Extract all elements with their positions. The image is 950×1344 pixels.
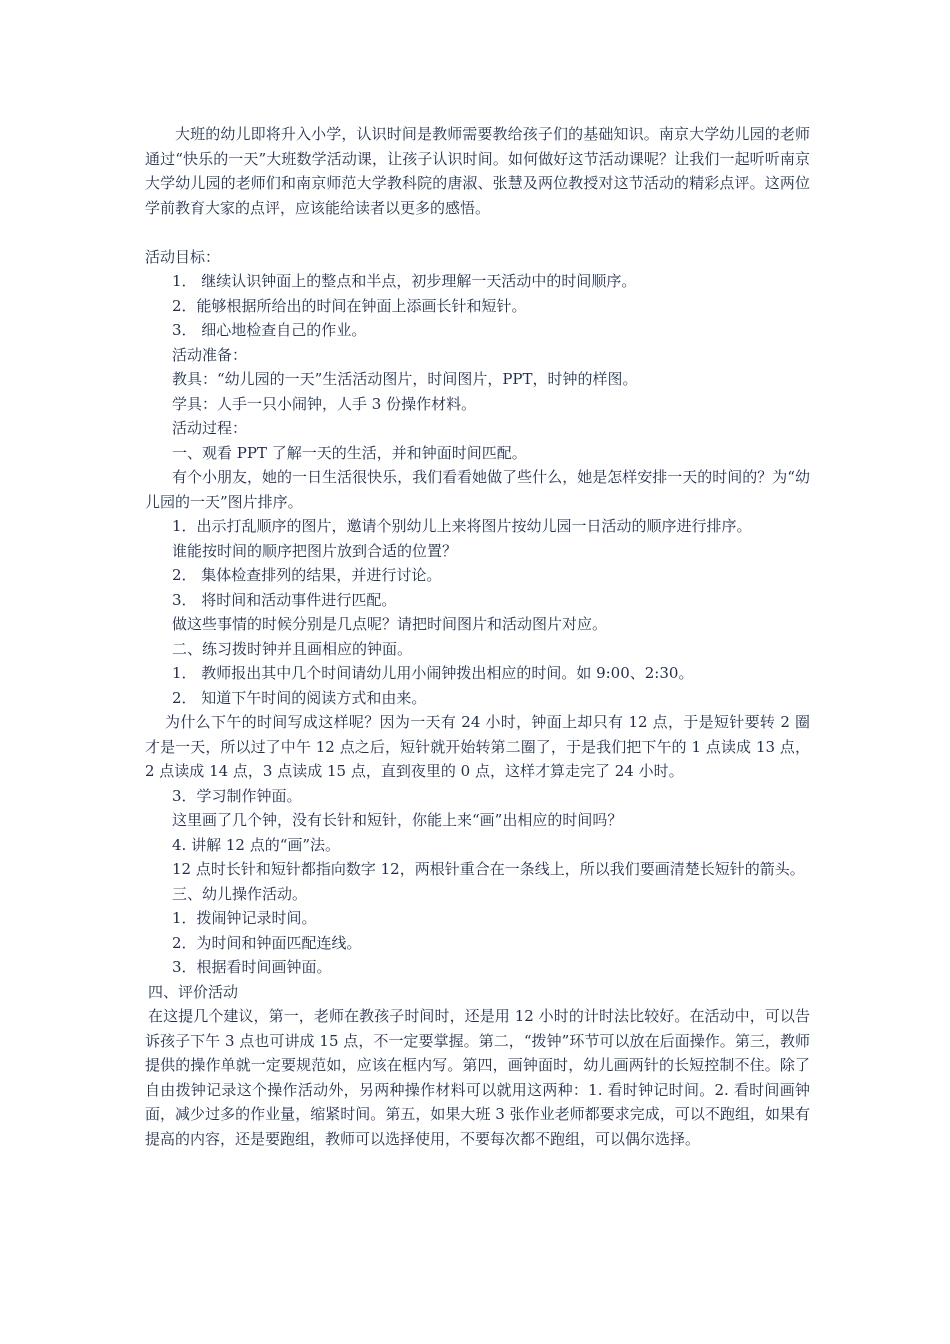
s1-item-3: 3． 将时间和活动事件进行匹配。 [172,590,397,609]
prep-heading: 活动准备： [172,345,248,364]
prep-student-materials: 学具：人手一只小闹钟，人手 3 份操作材料。 [172,394,477,413]
paragraph-spacer [145,220,810,245]
goal-item-1: 1． 继续认识钟面上的整点和半点，初步理解一天活动中的时间顺序。 [172,272,637,290]
evaluation-paragraph: 在这提几个建议，第一，老师在教孩子时间时，还是用 12 小时的计时法比较好。在活动中，可以告诉孩子下午 3 点也可讲成 15 点，不一定要掌握。第二，“拨钟”环节可以放在后面操作。第三，教师提供的操作单就一定要规范如，应该在框内写。第四，画钟面时，幼儿画两针的长短控制不住。除了自由拨钟记录这个操作活动外，另两种操作材料可以就用这两种：1. 看时钟记时间。2. 看时间画钟面，减少过多的作业量，缩紧时间。第五，如果大班 3 张作业老师都要求完成，可以不跑组，如果有提高的内容，还是要跑组，教师可以选择使用，不要每次都不跑组，可以偶尔选择。 [145,1007,810,1148]
s1-item-1-continued: 谁能按时间的顺序把图片放到合适的位置？ [172,541,458,560]
s2-explanation: 为什么下午的时间写成这样呢？因为一天有 24 小时，钟面上却只有 12 点，于是短针要转 2 圈才是一天，所以过了中午 12 点之后，短针就开始转第二圈了，于是我们把下午的 1 点读成 13 点，2 点读成 14 点，3 点读成 15 点，直到夜里的 0 点，这样才算走完了 24 小时。 [145,713,810,780]
s1-question: 做这些事情的时候分别是几点呢？请把时间图片和活动图片对应。 [172,615,608,633]
section-1-heading: 一、观看 PPT 了解一天的生活，并和钟面时间匹配。 [172,443,527,462]
intro-paragraph: 大班的幼儿即将升入小学，认识时间是教师需要教给孩子们的基础知识。南京大学幼儿园的老师通过“快乐的一天”大班数学活动课，让孩子认识时间。如何做好这节活动课呢？让我们一起听听南京大学幼儿园的老师们和南京师范大学教科院的唐淑、张慧及两位教授对这节活动的精彩点评。这两位学前教育大家的点评，应该能给读者以更多的感悟。 [145,125,810,217]
goal-item-2: 2．能够根据所给出的时间在钟面上添画长针和短针。 [172,296,527,315]
prep-teacher-materials: 教具：“幼儿园的一天”生活活动图片，时间图片，PPT，时钟的样图。 [172,370,638,388]
s2-item-3-text: 这里画了几个钟，没有长针和短针，你能上来“画”出相应的时间吗？ [172,811,623,829]
goals-heading: 活动目标： [145,247,221,266]
s3-item-1: 1．拨闹钟记录时间。 [172,909,317,927]
s3-item-3: 3．根据看时间画钟面。 [172,958,332,976]
s2-item-4: 4. 讲解 12 点的“画”法。 [172,835,341,854]
section-2-heading: 二、练习拨时钟并且画相应的钟面。 [172,639,413,658]
goal-item-3: 3． 细心地检查自己的作业。 [172,321,367,339]
section-1-text: 有个小朋友，她的一日生活很快乐，我们看看她做了些什么，她是怎样安排一天的时间的？为“幼儿园的一天”图片排序。 [145,468,810,511]
s2-item-3: 3．学习制作钟面。 [172,786,302,805]
s2-item-1: 1． 教师报出其中几个时间请幼儿用小闹钟拨出相应的时间。如 9:00、2:30。 [172,664,694,682]
s1-item-2: 2． 集体检查排列的结果，并进行讨论。 [172,566,442,584]
s1-item-1: 1．出示打乱顺序的图片，邀请个别幼儿上来将图片按幼儿园一日活动的顺序进行排序。 [172,517,752,535]
s3-item-2: 2．为时间和钟面匹配连线。 [172,933,362,952]
section-4-heading: 四、评价活动 [148,982,239,1001]
process-heading: 活动过程： [172,419,248,437]
section-3-heading: 三、幼儿操作活动。 [172,884,308,903]
s2-item-4-text: 12 点时长针和短针都指向数字 12，两根针重合在一条线上，所以我们要画清楚长短针的箭头。 [172,860,805,878]
document-body [145,122,810,1151]
s2-item-2: 2． 知道下午时间的阅读方式和由来。 [172,688,427,707]
